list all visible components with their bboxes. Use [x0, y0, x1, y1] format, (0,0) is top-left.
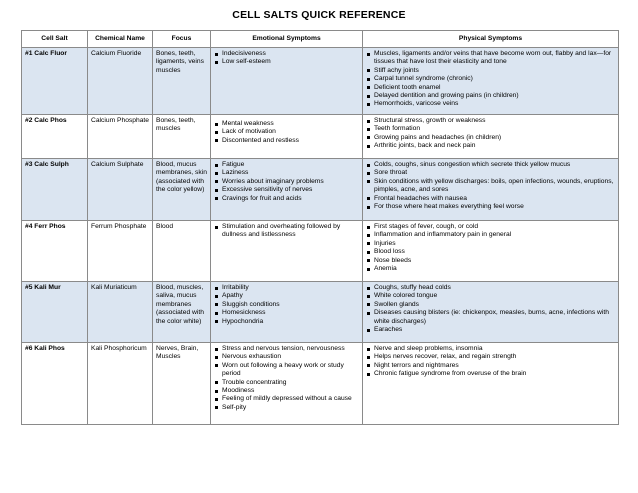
list-item: Irritability: [214, 284, 359, 292]
list-item: Nose bleeds: [366, 257, 615, 265]
header-emotional-symptoms: Emotional Symptoms: [211, 31, 363, 48]
list-item: Stress and nervous tension, nervousness: [214, 345, 359, 353]
list-item: Injuries: [366, 240, 615, 248]
table-row: [22, 282, 619, 343]
table-header-row: [22, 31, 619, 48]
salt-name: #4 Ferr Phos: [22, 221, 88, 282]
list-item: Mental weakness: [214, 120, 359, 128]
list-item: Sore throat: [366, 169, 615, 177]
list-item: Anemia: [366, 265, 615, 273]
list-item: Sluggish conditions: [214, 301, 359, 309]
list-item: Skin conditions with yellow discharges: boils, open infections, wounds, eruptions, pimples, acne, and sores: [366, 178, 615, 195]
list-item: Feeling of mildly depressed without a cause: [214, 395, 359, 403]
list-item: Trouble concentrating: [214, 379, 359, 387]
list-item: For those where heat makes everything feel worse: [366, 203, 615, 211]
physical-symptoms: [363, 282, 619, 343]
list-item: Earaches: [366, 326, 615, 334]
list-item: Cravings for fruit and acids: [214, 195, 359, 203]
emotional-symptoms: [211, 159, 363, 221]
emotional-symptoms: [211, 48, 363, 115]
list-item: Inflammation and inflammatory pain in general: [366, 231, 615, 239]
list-item: Laziness: [214, 169, 359, 177]
list-item: Worries about imaginary problems: [214, 178, 359, 186]
header-physical-symptoms: Physical Symptoms: [363, 31, 619, 48]
list-item: First stages of fever, cough, or cold: [366, 223, 615, 231]
list-item: Fatigue: [214, 161, 359, 169]
list-item: Moodiness: [214, 387, 359, 395]
list-item: Indecisiveness: [214, 50, 359, 58]
salt-name: #5 Kali Mur: [22, 282, 88, 343]
list-item: Colds, coughs, sinus congestion which secrete thick yellow mucus: [366, 161, 615, 169]
list-item: Growing pains and headaches (in children): [366, 134, 615, 142]
emotional-symptoms: [211, 221, 363, 282]
emotional-symptoms: [211, 343, 363, 425]
header-chemical-name: Chemical Name: [88, 31, 153, 48]
list-item: Self-pity: [214, 404, 359, 412]
salt-name: #1 Calc Fluor: [22, 48, 88, 115]
list-item: Excessive sensitivity of nerves: [214, 186, 359, 194]
list-item: Frontal headaches with nausea: [366, 195, 615, 203]
list-item: Stimulation and overheating followed by dullness and listlessness: [214, 223, 359, 240]
list-item: Delayed dentition and growing pains (in children): [366, 92, 615, 100]
document-title: CELL SALTS QUICK REFERENCE: [232, 9, 406, 21]
list-item: Blood loss: [366, 248, 615, 256]
list-item: Low self-esteem: [214, 58, 359, 66]
list-item: Stiff achy joints: [366, 67, 615, 75]
list-item: Diseases causing blisters (ie: chickenpox, measles, burns, acne, infections with white discharges): [366, 309, 615, 326]
list-item: Apathy: [214, 292, 359, 300]
salt-name: #2 Calc Phos: [22, 115, 88, 159]
list-item: Nerve and sleep problems, insomnia: [366, 345, 615, 353]
table-row: [22, 221, 619, 282]
list-item: Nervous exhaustion: [214, 353, 359, 361]
list-item: Helps nerves recover, relax, and regain strength: [366, 353, 615, 361]
emotional-symptoms: [211, 115, 363, 159]
physical-symptoms: [363, 221, 619, 282]
salt-name: #6 Kali Phos: [22, 343, 88, 425]
focus-text: Blood, muscles, saliva, mucus membranes (associated with the color white): [153, 282, 211, 343]
chemical-name: Ferrum Phosphate: [88, 221, 153, 282]
list-item: Discontented and restless: [214, 137, 359, 145]
list-item: Homesickness: [214, 309, 359, 317]
physical-symptoms: [363, 343, 619, 425]
list-item: Coughs, stuffy head colds: [366, 284, 615, 292]
physical-symptoms: [363, 115, 619, 159]
salt-name: #3 Calc Sulph: [22, 159, 88, 221]
table-row: [22, 159, 619, 221]
focus-text: Blood: [153, 221, 211, 282]
list-item: Hemorrhoids, varicose veins: [366, 100, 615, 108]
chemical-name: Kali Muriaticum: [88, 282, 153, 343]
chemical-name: Calcium Phosphate: [88, 115, 153, 159]
list-item: Worn out following a heavy work or study period: [214, 362, 359, 379]
emotional-symptoms: [211, 282, 363, 343]
list-item: Hypochondria: [214, 318, 359, 326]
table-row: [22, 115, 619, 159]
focus-text: Bones, teeth, muscles: [153, 115, 211, 159]
table-row: [22, 343, 619, 425]
chemical-name: Calcium Sulphate: [88, 159, 153, 221]
focus-text: Nerves, Brain, Muscles: [153, 343, 211, 425]
list-item: Night terrors and nightmares: [366, 362, 615, 370]
table-row: [22, 48, 619, 115]
list-item: Chronic fatigue syndrome from overuse of the brain: [366, 370, 615, 378]
list-item: Muscles, ligaments and/or veins that have become worn out, flabby and lax—for tissues that have lost their elasticity and tone: [366, 50, 615, 67]
list-item: Arthritic joints, back and neck pain: [366, 142, 615, 150]
list-item: Lack of motivation: [214, 128, 359, 136]
chemical-name: Kali Phosphoricum: [88, 343, 153, 425]
focus-text: Blood, mucus membranes, skin (associated with the color yellow): [153, 159, 211, 221]
cell-salts-table: [21, 30, 619, 425]
list-item: Teeth formation: [366, 125, 615, 133]
list-item: Deficient tooth enamel: [366, 84, 615, 92]
physical-symptoms: [363, 159, 619, 221]
list-item: White colored tongue: [366, 292, 615, 300]
list-item: Structural stress, growth or weakness: [366, 117, 615, 125]
chemical-name: Calcium Fluoride: [88, 48, 153, 115]
focus-text: Bones, teeth, ligaments, veins muscles: [153, 48, 211, 115]
header-focus: Focus: [153, 31, 211, 48]
header-cell-salt: Cell Salt: [22, 31, 88, 48]
list-item: Carpal tunnel syndrome (chronic): [366, 75, 615, 83]
physical-symptoms: [363, 48, 619, 115]
list-item: Swollen glands: [366, 301, 615, 309]
